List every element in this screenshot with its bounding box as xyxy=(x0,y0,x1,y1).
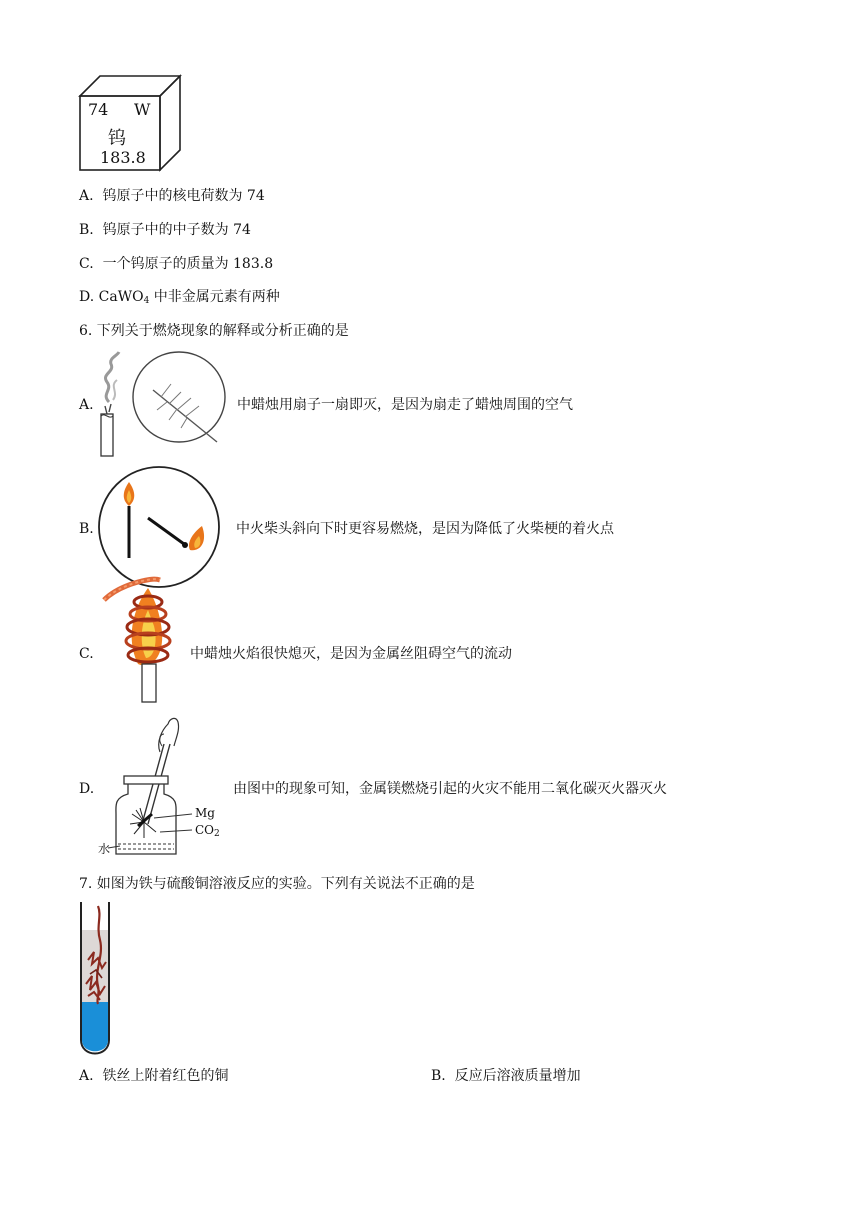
option-label: A. xyxy=(79,1068,94,1084)
option-label: B. xyxy=(79,222,94,238)
q5-option-b xyxy=(79,221,251,239)
element-symbol: W xyxy=(134,100,151,119)
magnesium-co2-figure xyxy=(98,714,234,862)
option-text: 一个钨原子的质量为 183.8 xyxy=(102,256,274,272)
co2-text: CO xyxy=(195,823,215,837)
option-text-formula: CaWO xyxy=(98,289,144,305)
option-text: 反应后溶液质量增加 xyxy=(454,1068,581,1084)
option-text: 中非金属元素有两种 xyxy=(149,289,280,305)
q7-option-a xyxy=(79,1067,228,1085)
q6-option-d-label: D. xyxy=(79,781,95,797)
q6-option-a-label: A. xyxy=(79,397,94,413)
element-name: 钨 xyxy=(108,128,126,149)
atomic-number: 74 xyxy=(88,100,109,119)
q5-option-d xyxy=(79,288,280,310)
q6-stem: 6. 下列关于燃烧现象的解释或分析正确的是 xyxy=(79,323,349,339)
formula-subscript: 4 xyxy=(143,296,150,306)
co2-subscript: 2 xyxy=(214,829,220,839)
q6-option-c-label: C. xyxy=(79,646,94,662)
option-label: B. xyxy=(431,1068,446,1084)
co2-label xyxy=(195,823,220,839)
option-label: A. xyxy=(79,188,94,204)
q5-option-c xyxy=(79,255,273,273)
q6-option-c-text: 中蜡烛火焰很快熄灭，是因为金属丝阻碍空气的流动 xyxy=(190,646,512,662)
atomic-mass: 183.8 xyxy=(100,148,146,167)
option-text: 钨原子中的中子数为 74 xyxy=(102,222,251,238)
candle-fan-figure xyxy=(95,350,230,458)
q6-option-b-label: B. xyxy=(79,521,94,537)
coil-candle-figure xyxy=(98,570,188,704)
option-text: 钨原子中的核电荷数为 74 xyxy=(102,188,265,204)
water-label: 水 xyxy=(98,842,111,856)
element-cell-figure xyxy=(78,74,182,174)
q6-option-b-text: 中火柴头斜向下时更容易燃烧，是因为降低了火柴梗的着火点 xyxy=(236,521,614,537)
option-label: C. xyxy=(79,256,94,272)
option-label: D. xyxy=(79,289,95,305)
option-text: 铁丝上附着红色的铜 xyxy=(102,1068,229,1084)
test-tube-figure xyxy=(78,900,112,1058)
q7-option-b xyxy=(431,1067,581,1085)
q6-option-a-text: 中蜡烛用扇子一扇即灭，是因为扇走了蜡烛周围的空气 xyxy=(237,397,573,413)
mg-label: Mg xyxy=(195,806,215,820)
q7-stem: 7. 如图为铁与硫酸铜溶液反应的实验。下列有关说法不正确的是 xyxy=(79,876,475,892)
q6-option-d-text: 由图中的现象可知，金属镁燃烧引起的火灾不能用二氧化碳灭火器灭火 xyxy=(233,781,667,797)
q5-option-a xyxy=(79,187,265,205)
